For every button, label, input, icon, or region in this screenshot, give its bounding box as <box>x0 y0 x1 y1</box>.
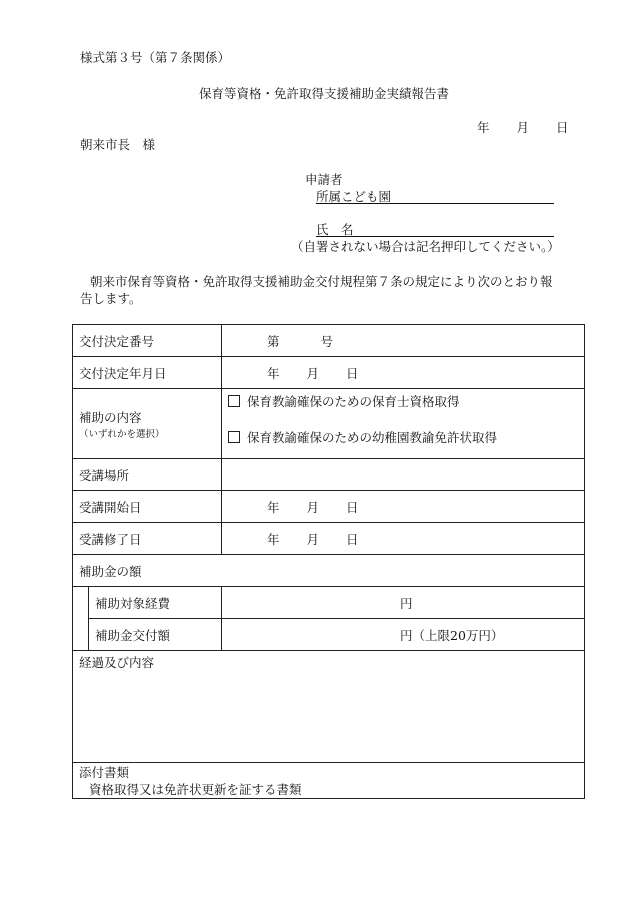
signature-note: （自署されない場合は記名押印してください。） <box>291 239 560 254</box>
content-label: 補助の内容 <box>79 409 142 425</box>
option-childcare-label: 保育教諭確保のための保育士資格取得 <box>247 394 460 409</box>
decision-date-field[interactable] <box>222 357 585 389</box>
content-sub-label: （いずれかを選択） <box>79 428 165 440</box>
decision-no-suffix: 号 <box>320 333 334 349</box>
end-date-year: 年 <box>267 531 280 547</box>
table-row <box>73 357 585 389</box>
indent-cell <box>73 587 89 619</box>
amount-label: 補助金の額 <box>73 555 585 587</box>
start-date-year: 年 <box>267 499 280 515</box>
decision-no-field[interactable] <box>222 325 585 357</box>
report-table <box>72 324 585 799</box>
form-number: 様式第３号（第７条関係） <box>80 50 231 65</box>
end-date-label: 受講修了日 <box>73 523 222 555</box>
table-row <box>73 587 585 619</box>
venue-field[interactable] <box>222 459 585 491</box>
affiliation-label: 所属こども園 <box>316 189 392 204</box>
cost-label: 補助対象経費 <box>89 587 222 619</box>
start-date-day: 日 <box>346 499 359 515</box>
applicant-name-field[interactable] <box>316 220 554 237</box>
end-date-day: 日 <box>346 531 359 547</box>
end-date-field[interactable] <box>222 523 585 555</box>
table-row <box>73 325 585 357</box>
checkbox-icon[interactable] <box>228 395 240 407</box>
page-title: 保育等資格・免許取得支援補助金実績報告書 <box>199 86 450 101</box>
addressee: 朝来市長 様 <box>80 137 156 152</box>
grant-label: 補助金交付額 <box>89 619 222 651</box>
body-text-line-2: 告します。 <box>80 291 142 306</box>
start-date-label: 受講開始日 <box>73 491 222 523</box>
decision-no-prefix: 第 <box>267 333 280 349</box>
decision-no-label: 交付決定番号 <box>73 325 222 357</box>
decision-date-label: 交付決定年月日 <box>73 357 222 389</box>
grant-unit: 円（上限20万円） <box>400 627 504 643</box>
date-year-label: 年 <box>477 120 490 135</box>
date-day-label: 日 <box>556 120 569 135</box>
attachments-value: 資格取得又は免許状更新を証する書類 <box>89 781 302 797</box>
end-date-month: 月 <box>306 531 320 547</box>
table-row <box>73 491 585 523</box>
attachments-label: 添付書類 <box>79 764 130 780</box>
start-date-month: 月 <box>306 499 320 515</box>
applicant-heading: 申請者 <box>305 172 343 187</box>
table-row <box>73 555 585 587</box>
table-row <box>73 459 585 491</box>
table-row <box>73 651 585 763</box>
affiliation-field[interactable] <box>316 187 554 204</box>
grant-field[interactable] <box>222 619 585 651</box>
cost-field[interactable] <box>222 587 585 619</box>
decision-date-day: 日 <box>346 365 359 381</box>
applicant-name-label: 氏 名 <box>316 222 354 237</box>
option-kindergarten[interactable] <box>228 428 578 446</box>
option-childcare[interactable] <box>228 392 578 428</box>
body-text-line-1: 朝来市保育等資格・免許取得支援補助金交付規程第７条の規定により次のとおり報 <box>90 274 553 289</box>
date-line <box>477 118 569 136</box>
cost-unit: 円 <box>400 595 413 611</box>
table-row <box>73 389 585 459</box>
option-kindergarten-label: 保育教諭確保のための幼稚園教諭免許状取得 <box>247 430 498 445</box>
checkbox-icon[interactable] <box>228 431 240 443</box>
content-label-cell <box>73 389 222 459</box>
date-month-label: 月 <box>516 120 530 135</box>
indent-cell <box>73 619 89 651</box>
table-row <box>73 763 585 799</box>
content-options-cell <box>222 389 585 459</box>
start-date-field[interactable] <box>222 491 585 523</box>
progress-field[interactable] <box>73 651 585 763</box>
attachments-cell <box>73 763 585 799</box>
table-row <box>73 523 585 555</box>
decision-date-month: 月 <box>306 365 320 381</box>
venue-label: 受講場所 <box>73 459 222 491</box>
decision-date-year: 年 <box>267 365 280 381</box>
table-row <box>73 619 585 651</box>
progress-label: 経過及び内容 <box>79 655 155 670</box>
